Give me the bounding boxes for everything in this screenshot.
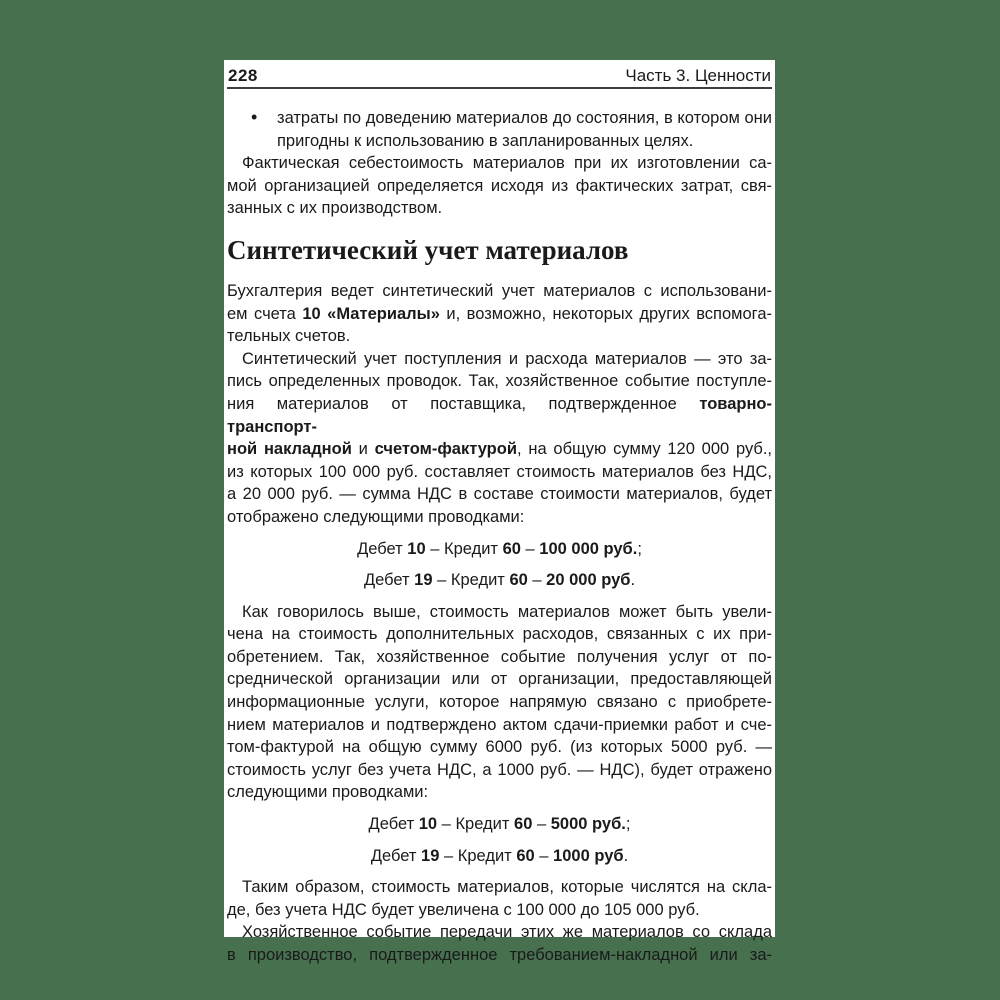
journal-entry: [227, 538, 772, 561]
text-line: чена на стоимость дополнительных расходов, связанных с их при-: [227, 625, 772, 644]
text-line: отображено следующими проводками:: [227, 507, 525, 526]
text-line: Бухгалтерия ведет синтетический учет материалов с использовани-: [227, 281, 772, 300]
journal-entry: [227, 813, 772, 836]
text-line: Дебет 19 – Кредит 60 – 1000 руб.: [370, 846, 629, 865]
paragraph: [227, 280, 772, 348]
text-line: мой организацией определяется исходя из фактических затрат, свя-: [227, 176, 772, 195]
text-line: следующими проводками:: [227, 783, 429, 802]
text-line: пись определенных проводок. Так, хозяйственное событие поступле-: [227, 372, 772, 391]
chapter-title: Часть 3. Ценности: [625, 66, 771, 85]
text-line: ной накладной и счетом-фактурой, на общую сумму 120 000 руб.,: [227, 440, 773, 459]
text-line: информационные услуги, которое напрямую связано с приобрете-: [227, 693, 772, 712]
journal-entry: [227, 569, 772, 592]
text-line: ния материалов от поставщика, подтвержденное товарно-транспорт-: [227, 394, 772, 436]
text-line: нием материалов и подтверждено актом сдачи-приемки работ и сче-: [227, 715, 772, 734]
text-line: Дебет 19 – Кредит 60 – 20 000 руб.: [363, 571, 636, 590]
journal-entry: [227, 845, 772, 868]
paragraph: [227, 152, 772, 220]
text-line: том-фактурой на общую сумму 6000 руб. (из которых 5000 руб. —: [227, 738, 772, 757]
bullet-item: [227, 107, 772, 152]
text-line: среднической организации или от организации, предоставляющей: [227, 670, 772, 689]
text-line: из которых 100 000 руб. составляет стоимость материалов без НДС,: [227, 462, 772, 481]
text-line: в производство, подтвержденное требованием-накладной или за-: [227, 946, 772, 964]
text-line: занных с их производством.: [227, 199, 443, 218]
section-heading: [227, 236, 772, 264]
paragraph: [227, 348, 772, 529]
text-line: Хозяйственное событие передачи этих же материалов со склада: [242, 923, 772, 942]
text-line: Дебет 10 – Кредит 60 – 5000 руб.;: [368, 815, 631, 834]
book-page: [224, 60, 775, 964]
page-content: [227, 107, 772, 967]
text-line: а 20 000 руб. — сумма НДС в составе стоимости материалов, будет: [227, 485, 772, 504]
text-line: Синтетический учет материалов: [227, 234, 629, 265]
page-header: [227, 64, 772, 89]
text-line: обретением. Так, хозяйственное событие получения услуг от по-: [227, 647, 772, 666]
text-line: стоимость услуг без учета НДС, а 1000 руб. — НДС), будет отражено: [227, 760, 772, 779]
text-line: Синтетический учет поступления и расхода материалов — это за-: [242, 349, 772, 368]
text-line: тельных счетов.: [227, 327, 351, 346]
text-line: де, без учета НДС будет увеличена с 100 000 до 105 000 руб.: [227, 900, 700, 919]
paragraph: [227, 876, 772, 921]
text-line: пригодны к использованию в запланированных целях.: [277, 131, 694, 150]
text-line: Фактическая себестоимость материалов при их изготовлении са-: [242, 154, 772, 173]
text-line: затраты по доведению материалов до состояния, в котором они: [277, 109, 772, 127]
paragraph: [227, 601, 772, 804]
text-line: Дебет 10 – Кредит 60 – 100 000 руб.;: [357, 539, 642, 558]
text-line: ем счета 10 «Материалы» и, возможно, некоторых других вспомога-: [227, 304, 772, 323]
text-line: Таким образом, стоимость материалов, которые числятся на скла-: [242, 878, 772, 897]
page-number: 228: [228, 66, 258, 85]
bullet-icon: •: [251, 107, 258, 127]
text-line: Как говорилось выше, стоимость материалов может быть увели-: [242, 602, 772, 621]
paragraph: [227, 921, 772, 966]
